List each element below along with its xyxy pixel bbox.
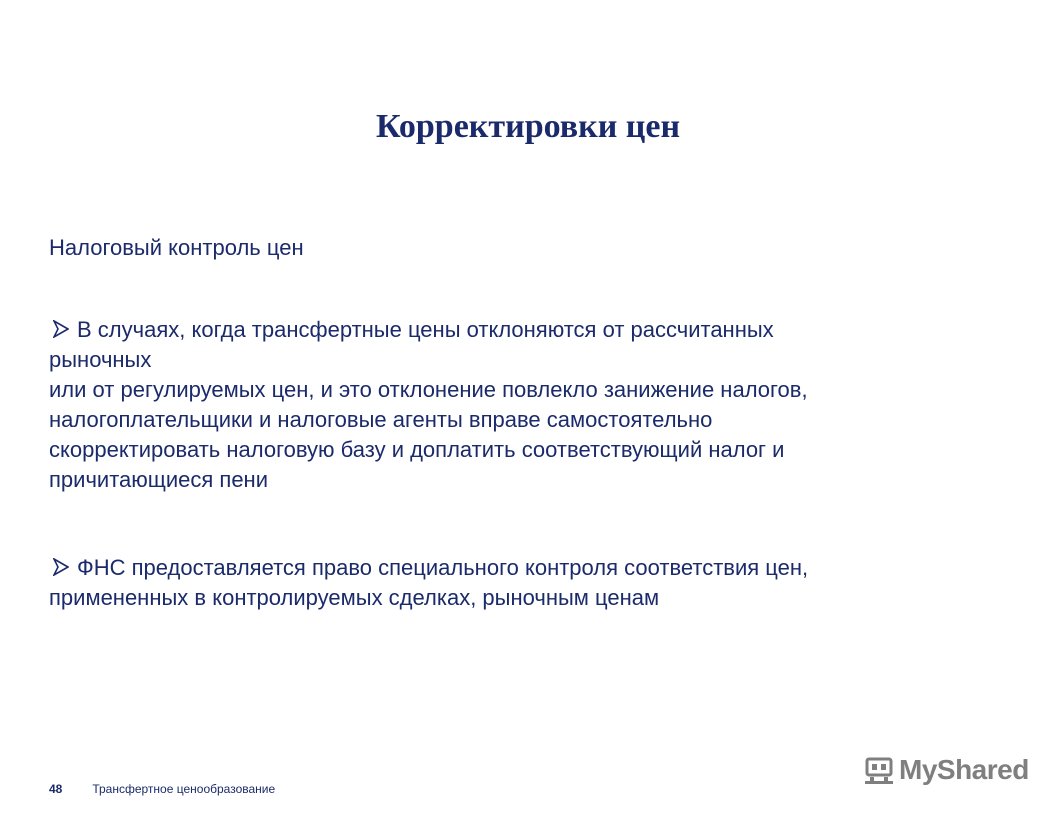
bullet-text: В случаях, когда трансфертные цены отклоняются от рассчитанных bbox=[77, 317, 774, 342]
bullet-line: причитающиеся пени bbox=[49, 467, 268, 492]
logo-text: MyShared bbox=[899, 754, 1029, 785]
slide-subtitle: Налоговый контроль цен bbox=[49, 235, 304, 260]
bullet-text: ФНС предоставляется право специального контроля соответствия цен, bbox=[77, 555, 809, 580]
bullet-line bbox=[49, 553, 1009, 583]
footer-caption: Трансфертное ценообразование bbox=[92, 782, 276, 796]
slide-footer bbox=[49, 781, 275, 797]
bullet-line: или от регулируемых цен, и это отклонение повлекло занижение налогов, bbox=[49, 377, 808, 402]
bullet-line: примененных в контролируемых сделках, рыночным ценам bbox=[49, 585, 660, 610]
page-number: 48 bbox=[49, 782, 63, 796]
arrow-bullet-icon bbox=[53, 320, 69, 338]
bullet-item-2 bbox=[49, 553, 1009, 613]
bullet-line: рыночных bbox=[49, 347, 152, 372]
arrow-bullet-icon bbox=[53, 558, 69, 576]
myshared-logo[interactable] bbox=[864, 752, 1029, 788]
bullet-line: скорректировать налоговую базу и доплатить соответствующий налог и bbox=[49, 437, 785, 462]
myshared-logo-icon bbox=[864, 755, 894, 785]
bullet-line: налогоплательщики и налоговые агенты вправе самостоятельно bbox=[49, 407, 713, 432]
bullet-item-1 bbox=[49, 315, 1009, 495]
bullet-line bbox=[49, 315, 1009, 345]
slide-title: Корректировки цен bbox=[375, 108, 681, 145]
